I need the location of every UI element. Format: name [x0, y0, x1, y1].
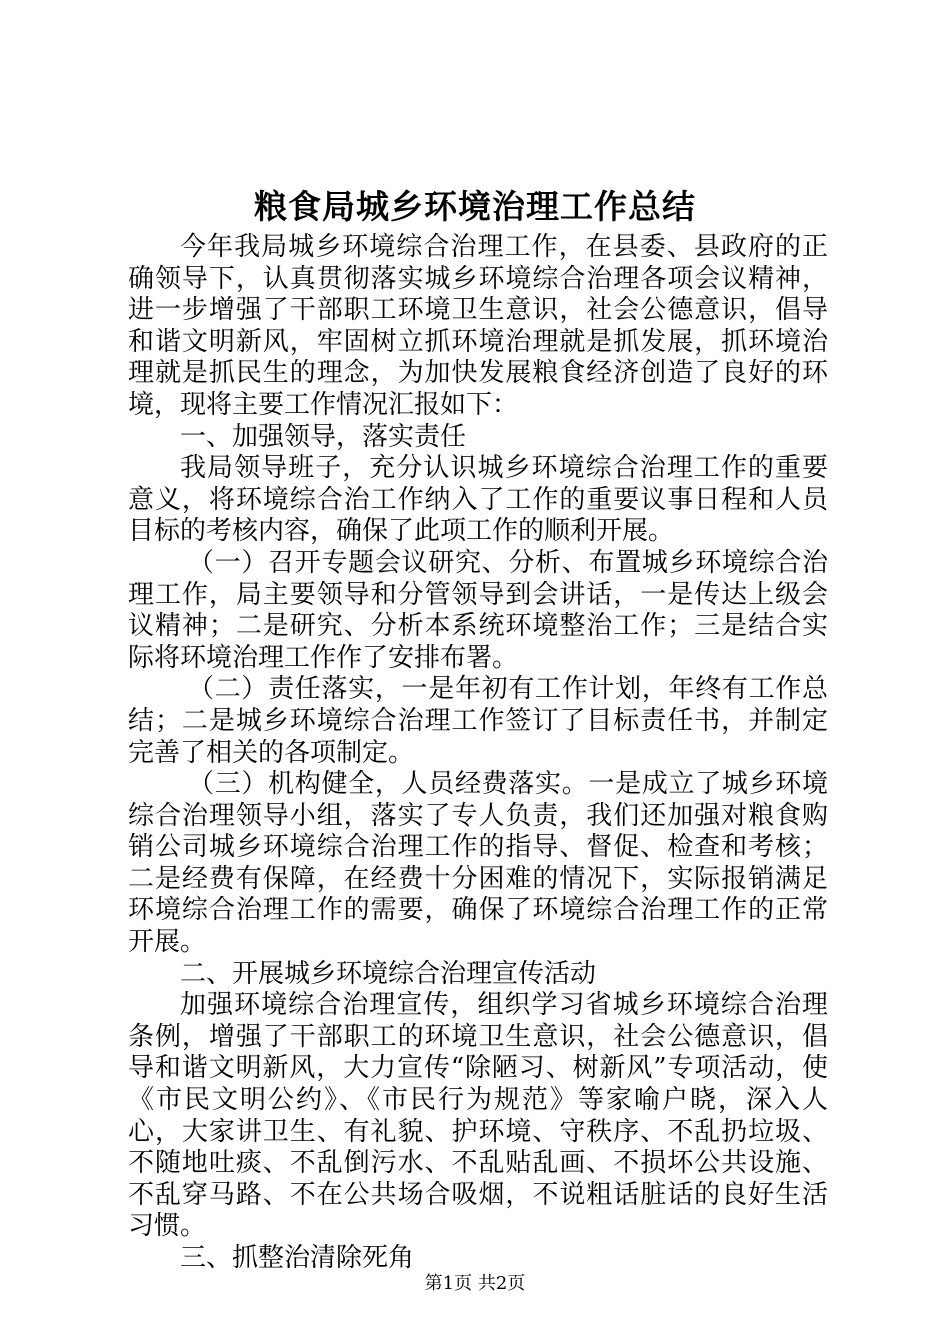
- section-heading-2: 二、开展城乡环境综合治理宣传活动: [180, 958, 597, 989]
- subsection-3-paragraph: （三）机构健全，人员经费落实。一是成立了城乡环境综合治理领导小组，落实了专人负责，我们还加强对粮食购销公司城乡环境综合治理工作的指导、督促、检查和考核；二是经费有保障，在经费十分困难的情况下，实际报销满足环境综合治理工作的需要，确保了环境综合治理工作的正常开展。: [128, 769, 828, 958]
- document-title: 粮食局城乡环境治理工作总结: [254, 187, 696, 226]
- document-body: [128, 232, 828, 1275]
- subsection-1-paragraph: （一）召开专题会议研究、分析、布置城乡环境综合治理工作，局主要领导和分管领导到会讲话，一是传达上级会议精神；二是研究、分析本系统环境整治工作；三是结合实际将环境治理工作作了安排布署。: [128, 547, 828, 673]
- intro-paragraph: 今年我局城乡环境综合治理工作，在县委、县政府的正确领导下，认真贯彻落实城乡环境综合治理各项会议精神，进一步增强了干部职工环境卫生意识，社会公德意识，倡导和谐文明新风，牢固树立抓环境治理就是抓发展，抓环境治理就是抓民生的理念，为加快发展粮食经济创造了良好的环境，现将主要工作情况汇报如下：: [128, 232, 828, 420]
- subsection-2-paragraph: （二）责任落实，一是年初有工作计划，年终有工作总结；二是城乡环境综合治理工作签订了目标责任书，并制定完善了相关的各项制定。: [128, 674, 828, 768]
- section-1-paragraph: 我局领导班子，充分认识城乡环境综合治理工作的重要意义，将环境综合治工作纳入了工作的重要议事日程和人员目标的考核内容，确保了此项工作的顺利开展。: [128, 453, 828, 547]
- section-heading-1: 一、加强领导，落实责任: [180, 421, 467, 452]
- page-footer: 第1页 共2页: [424, 1273, 526, 1294]
- section-2-paragraph: 加强环境综合治理宣传，组织学习省城乡环境综合治理条例，增强了干部职工的环境卫生意识，社会公德意识，倡导和谐文明新风，大力宣传“除陋习、树新风”专项活动，使《市民文明公约》、《市民行为规范》等家喻户晓，深入人心，大家讲卫生、有礼貌、护环境、守秩序、不乱扔垃圾、不随地吐痰、不乱倒污水、不乱贴乱画、不损坏公共设施、不乱穿马路、不在公共场合吸烟，不说粗话脏话的良好生活习惯。: [128, 990, 828, 1242]
- section-heading-3: 三、抓整治清除死角: [180, 1243, 415, 1273]
